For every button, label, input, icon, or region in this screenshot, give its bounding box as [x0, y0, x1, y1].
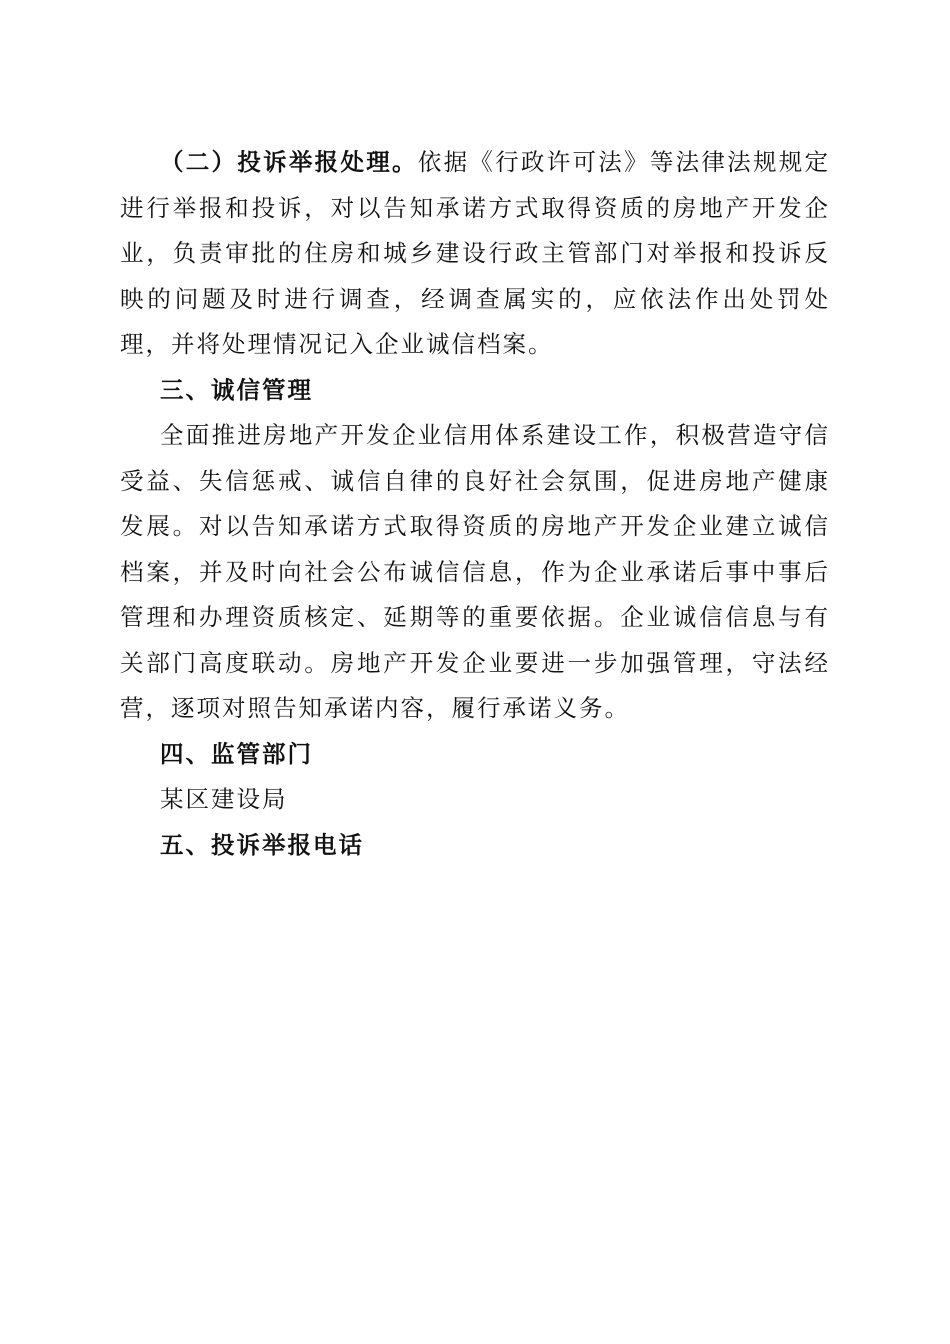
complaint-lead: （二）投诉举报处理。 [160, 148, 418, 176]
supervision-heading: 四、监管部门 [160, 739, 313, 768]
complaint-paragraph [120, 140, 830, 368]
complaint-body: 依据《行政许可法》等法律法规规定进行举报和投诉，对以告知承诺方式取得资质的房地产开发企业，负责审批的住房和城乡建设行政主管部门对举报和投诉反映的问题及时进行调查，经调查属实的，应依法作出处罚处理，并将处理情况记入企业诚信档案。 [120, 148, 831, 358]
credit-paragraph: 全面推进房地产开发企业信用体系建设工作，积极营造守信受益、失信惩戒、诚信自律的良好社会氛围，促进房地产健康发展。对以告知承诺方式取得资质的房地产开发企业建立诚信档案，并及时向社会公布诚信信息，作为企业承诺后事中事后管理和办理资质核定、延期等的重要依据。企业诚信信息与有关部门高度联动。房地产开发企业要进一步加强管理，守法经营，逐项对照告知承诺内容，履行承诺义务。 [120, 421, 830, 722]
hotline-heading: 五、投诉举报电话 [160, 830, 364, 859]
supervision-department: 某区建设局 [160, 785, 288, 813]
document-body [120, 140, 830, 868]
credit-heading: 三、诚信管理 [160, 375, 313, 404]
